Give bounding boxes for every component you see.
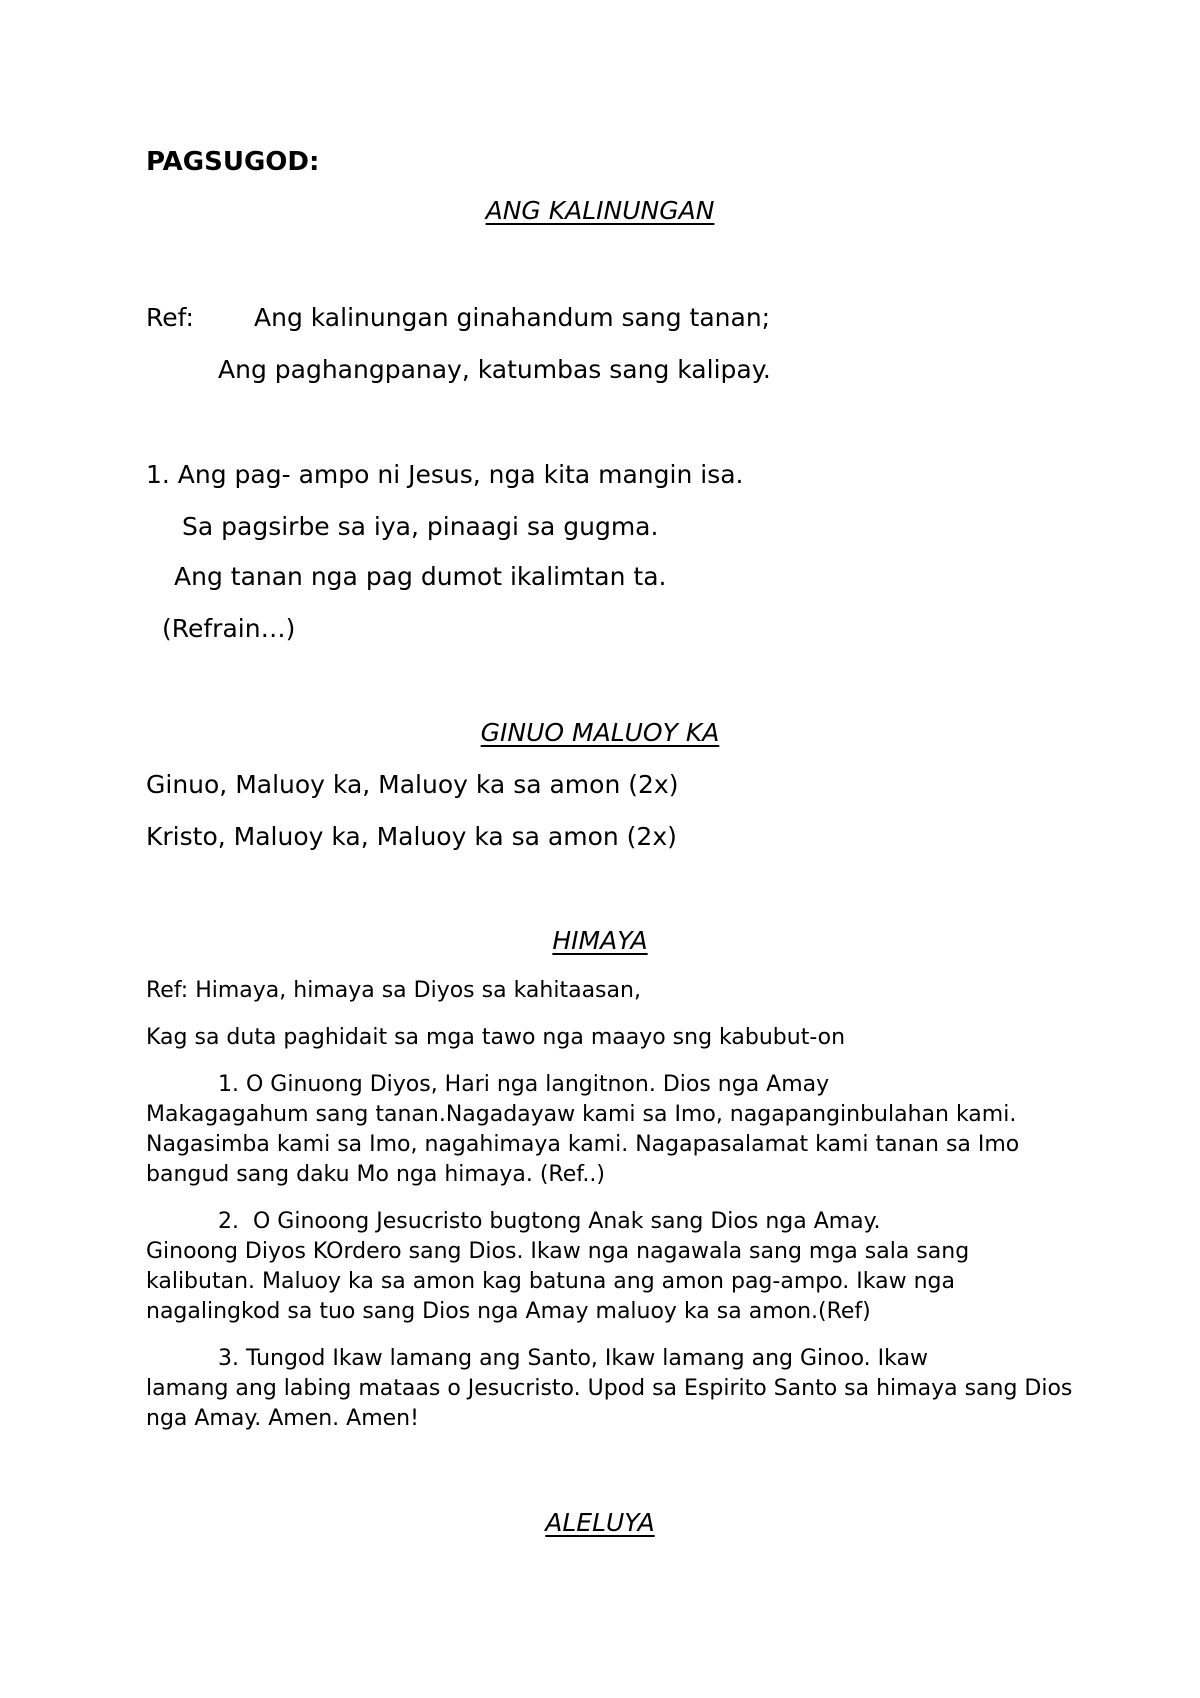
verse-1-line-2: Sa pagsirbe sa iya, pinaagi sa gugma.	[182, 512, 659, 541]
kyrie-line-1: Ginuo, Maluoy ka, Maluoy ka sa amon (2x)	[146, 770, 679, 799]
himaya-ref-line-1: Ref: Himaya, himaya sa Diyos sa kahitaasan,	[146, 978, 641, 1003]
himaya-verse-1-body: Makagagahum sang tanan.Nagadayaw kami sa Imo, nagapanginbulahan kami. Nagasimba kami sa Imo, nagahimaya kami. Nagapasalamat kami tanan sa Imo bangud sang daku Mo nga himaya. (Ref..)	[146, 1102, 1020, 1187]
ref-line-2: Ang paghangpanay, katumbas sang kalipay.	[218, 355, 771, 384]
himaya-verse-3-body: lamang ang labing mataas o Jesucristo. Upod sa Espirito Santo sa himaya sang Dios nga Amay. Amen. Amen!	[146, 1376, 1073, 1431]
ref-line-1: Ang kalinungan ginahandum sang tanan;	[254, 303, 771, 332]
section-title-aleluya: ALELUYA	[545, 1508, 655, 1537]
himaya-ref-line-2: Kag sa duta paghidait sa mga tawo nga maayo sng kabubut-on	[146, 1025, 846, 1050]
page-heading: PAGSUGOD:	[146, 147, 320, 177]
section-title-ginuo-maluoy-ka: GINUO MALUOY KA	[480, 718, 720, 747]
himaya-verse-3-first-line: 3. Tungod Ikaw lamang ang Santo, Ikaw lamang ang Ginoo. Ikaw	[218, 1346, 928, 1371]
section-title-ang-kalinungan: ANG KALINUNGAN	[485, 196, 715, 225]
himaya-verse-2-body: Ginoong Diyos KOrdero sang Dios. Ikaw nga nagawala sang mga sala sang kalibutan. Maluoy ka sa amon kag batuna ang amon pag-ampo. Ikaw nga nagalingkod sa tuo sang Dios nga Amay maluoy ka sa amon.(Ref)	[146, 1239, 970, 1324]
ref-label: Ref:	[146, 303, 194, 332]
verse-1-line-1: 1. Ang pag- ampo ni Jesus, nga kita mangin isa.	[146, 460, 744, 489]
himaya-verse-2-first-line: 2. O Ginoong Jesucristo bugtong Anak sang Dios nga Amay.	[218, 1209, 881, 1234]
refrain-note: (Refrain…)	[162, 614, 296, 643]
verse-1-line-3: Ang tanan nga pag dumot ikalimtan ta.	[174, 562, 667, 591]
section-title-himaya: HIMAYA	[552, 926, 648, 955]
kyrie-line-2: Kristo, Maluoy ka, Maluoy ka sa amon (2x)	[146, 822, 677, 851]
himaya-verse-1-first-line: 1. O Ginuong Diyos, Hari nga langitnon. Dios nga Amay	[218, 1072, 830, 1097]
